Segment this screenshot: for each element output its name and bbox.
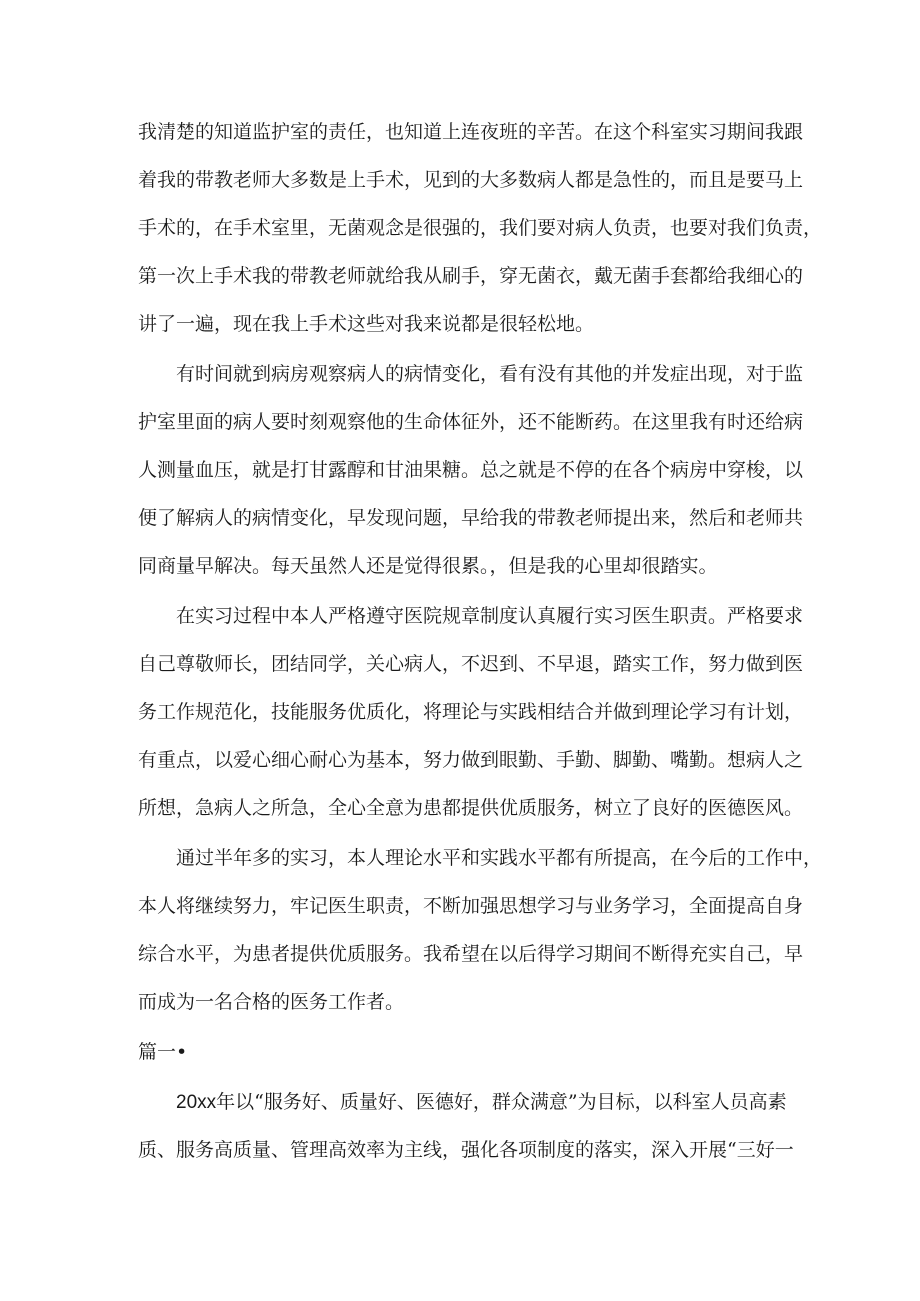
paragraph-2-line-2: 护室里面的病人要时刻观察他的生命体征外，还不能断药。在这里我有时还给病 bbox=[138, 411, 804, 433]
paragraph-3-line-4: 有重点，以爱心细心耐心为基本，努力做到眼勤、手勤、脚勤、嘴勤。想病人之 bbox=[138, 749, 804, 771]
paragraph-4-line-1: 通过半年多的实习，本人理论水平和实践水平都有所提高，在今后的工作中， bbox=[176, 847, 823, 869]
paragraph-2-line-3: 人测量血压，就是打甘露醇和甘油果糖。总之就是不停的在各个病房中穿梭，以 bbox=[138, 459, 804, 481]
paragraph-4-line-3: 综合水平，为患者提供优质服务。我希望在以后得学习期间不断得充实自己，早 bbox=[138, 943, 804, 965]
paragraph-1-line-3: 手术的，在手术室里，无菌观念是很强的，我们要对病人负责，也要对我们负责， bbox=[138, 217, 823, 239]
paragraph-3-line-1: 在实习过程中本人严格遵守医院规章制度认真履行实习医生职责。严格要求 bbox=[176, 605, 804, 627]
paragraph-3-line-5: 所想，急病人之所急，全心全意为患都提供优质服务，树立了良好的医德医风。 bbox=[138, 797, 804, 819]
paragraph-5-line-1 bbox=[176, 1090, 856, 1115]
paragraph-1-line-1: 我清楚的知道监护室的责任，也知道上连夜班的辛苦。在这个科室实习期间我跟 bbox=[138, 121, 804, 143]
paragraph-1-line-4: 第一次上手术我的带教老师就给我从刷手，穿无菌衣，戴无菌手套都给我细心的 bbox=[138, 265, 804, 287]
paragraph-1-line-5: 讲了一遍，现在我上手术这些对我来说都是很轻松地。 bbox=[138, 313, 595, 335]
paragraph-3-line-3: 务工作规范化，技能服务优质化，将理论与实践相结合并做到理论学习有计划， bbox=[138, 701, 804, 723]
paragraph-5-line-1-text: 年以“服务好、质量好、医德好，群众满意”为目标，以科室人员高素 bbox=[216, 1091, 787, 1113]
year-prefix: 20xx bbox=[176, 1092, 217, 1113]
paragraph-1-line-2: 着我的带教老师大多数是上手术，见到的大多数病人都是急性的，而且是要马上 bbox=[138, 169, 804, 191]
paragraph-2-line-1: 有时间就到病房观察病人的病情变化，看有没有其他的并发症出现，对于监 bbox=[176, 363, 804, 385]
paragraph-3-line-2: 自己尊敬师长，团结同学，关心病人，不迟到、不早退，踏实工作，努力做到医 bbox=[138, 653, 804, 675]
section-heading: 篇一• bbox=[138, 1041, 188, 1063]
paragraph-4-line-2: 本人将继续努力，牢记医生职责，不断加强思想学习与业务学习，全面提高自身 bbox=[138, 895, 804, 917]
paragraph-5-line-2: 质、服务高质量、管理高效率为主线，强化各项制度的落实，深入开展“三好一 bbox=[138, 1139, 794, 1161]
paragraph-4-line-4: 而成为一名合格的医务工作者。 bbox=[138, 991, 405, 1013]
paragraph-2-line-4: 便了解病人的病情变化，早发现问题，早给我的带教老师提出来，然后和老师共 bbox=[138, 507, 804, 529]
paragraph-2-line-5: 同商量早解决。每天虽然人还是觉得很累。，但是我的心里却很踏实。 bbox=[138, 555, 718, 577]
